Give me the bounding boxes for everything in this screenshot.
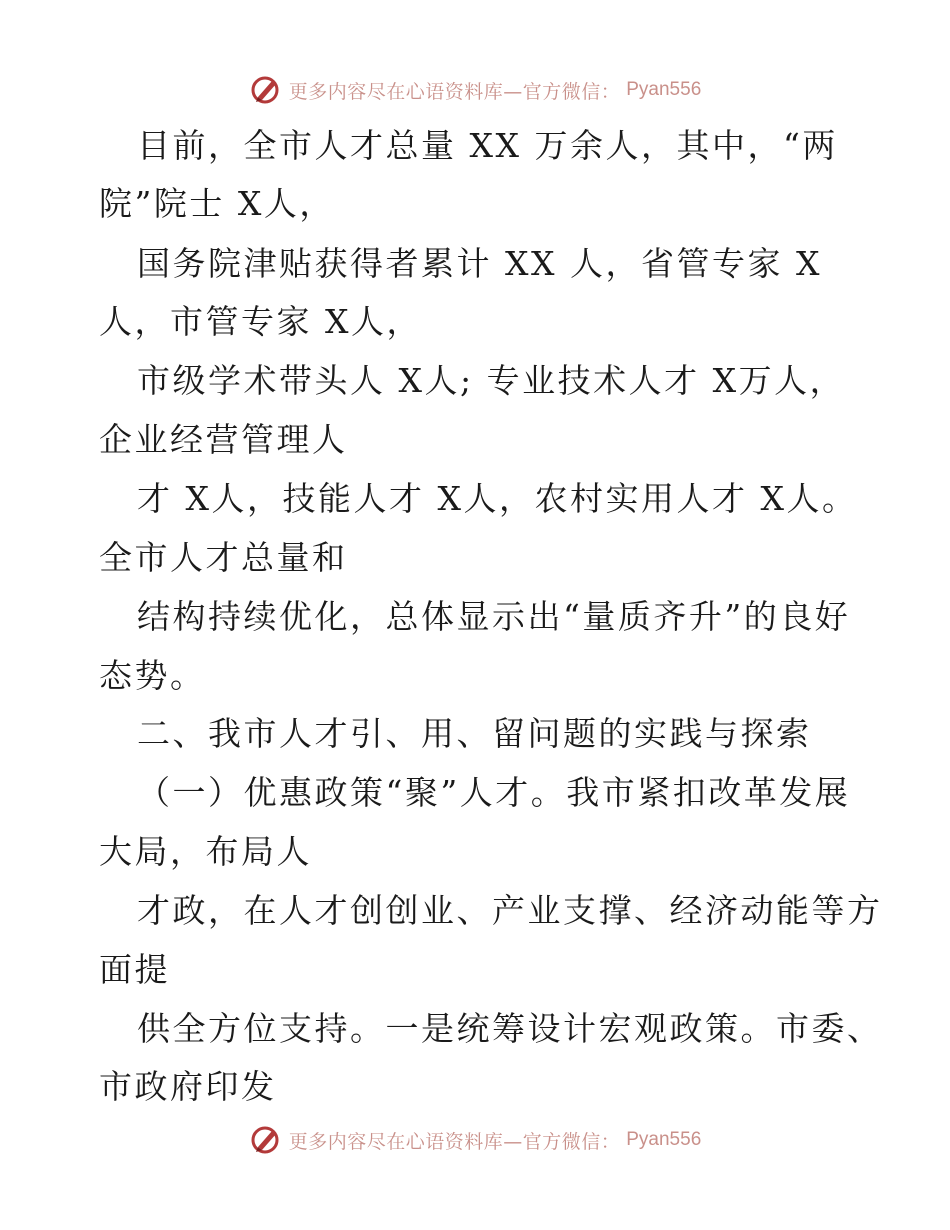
paragraph-line: 态势。: [99, 656, 206, 695]
watermark-text: 更多内容尽在心语资料库—官方微信：: [288, 80, 621, 103]
paragraph-line: 结构持续优化，总体显示出“量质齐升”的良好: [137, 597, 851, 636]
paragraph-line: 企业经营管理人: [99, 420, 348, 459]
paragraph-line: 目前，全市人才总量 XX 万余人，其中，“两: [137, 126, 838, 165]
paragraph-line: 市政府印发: [99, 1067, 277, 1106]
paragraph-line: 全市人才总量和: [99, 538, 348, 577]
watermark-wechat-id: Pyan556: [626, 79, 702, 100]
footer-watermark: [0, 1124, 950, 1156]
paragraph-line: 国务院津贴获得者累计 XX 人，省管专家 X: [137, 244, 822, 283]
paragraph-line: 人，市管专家 X人，: [99, 302, 422, 341]
paragraph-line: 才 X人，技能人才 X人，农村实用人才 X人。: [137, 479, 858, 518]
paragraph-line: 市级学术带头人 X人; 专业技术人才 X万人，: [137, 361, 846, 400]
paragraph-line: 大局，布局人: [99, 832, 312, 871]
paragraph-line: 面提: [99, 950, 170, 989]
paragraph-line: 才政，在人才创创业、产业支撑、经济动能等方: [137, 891, 883, 930]
watermark-text: 更多内容尽在心语资料库—官方微信：: [288, 1130, 621, 1153]
subsection-heading: （一）优惠政策“聚”人才。我市紧扣改革发展: [137, 773, 851, 812]
paragraph-line: 院”院士 X人，: [99, 184, 335, 223]
paragraph-line: 供全方位支持。一是统筹设计宏观政策。市委、: [137, 1009, 883, 1048]
pen-logo-icon: [249, 1124, 283, 1156]
section-heading: 二、我市人才引、用、留问题的实践与探索: [137, 714, 812, 753]
watermark-wechat-id: Pyan556: [626, 1129, 702, 1150]
